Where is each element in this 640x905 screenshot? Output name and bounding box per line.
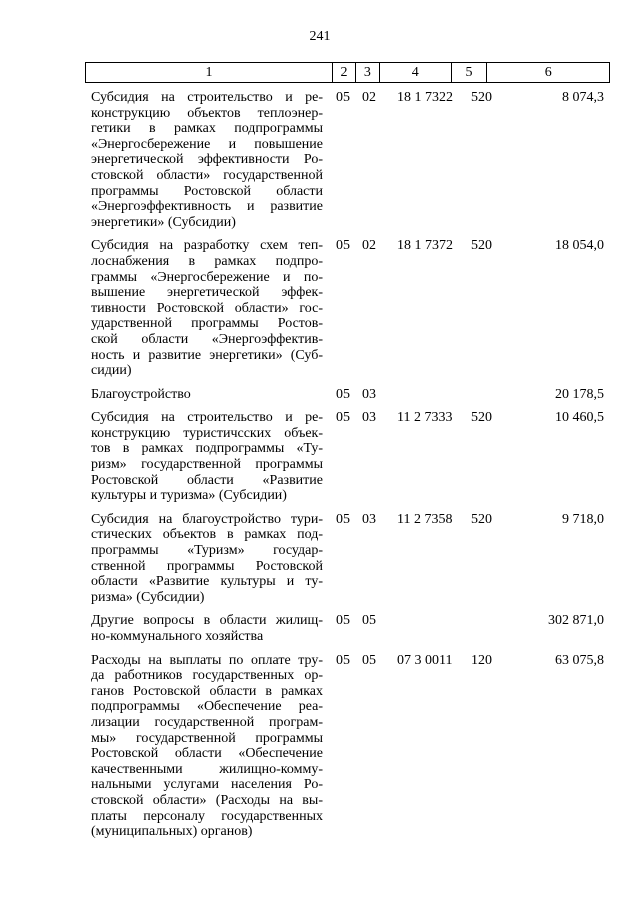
row-description <box>91 238 323 378</box>
description-line: Субсидия на строительство и ре- <box>91 90 323 105</box>
cell-col-3: 05 <box>362 613 376 629</box>
description-line: Ростовской области «Обеспечение <box>91 746 323 762</box>
description-line: конструкцию объектов теплоэнер- <box>91 105 323 121</box>
table-body <box>91 90 611 848</box>
description-line: ударственной программы Ростов- <box>91 316 323 332</box>
cell-col-6: 18 054,0 <box>555 238 604 254</box>
table-row <box>91 90 611 230</box>
cell-col-3: 05 <box>362 652 376 668</box>
description-line: (муниципальных) органов) <box>91 824 253 840</box>
description-line: лизации государственной програм- <box>91 714 323 730</box>
description-line: «Энергоэффективность и развитие <box>91 199 323 215</box>
row-description <box>91 410 323 504</box>
cell-col-6: 10 460,5 <box>555 410 604 426</box>
table-row <box>91 410 611 504</box>
cell-col-2: 05 <box>336 511 350 527</box>
description-line: граммы «Энергосбережение и по- <box>91 269 323 285</box>
description-line: ризм» государственной программы <box>91 457 323 473</box>
cell-col-2: 05 <box>336 238 350 254</box>
description-line: «Энергосбережение и повышение <box>91 136 323 152</box>
row-description <box>91 613 323 644</box>
cell-col-4: 18 1 7322 <box>397 90 453 105</box>
row-description <box>91 387 323 403</box>
header-col-5: 5 <box>452 63 488 82</box>
cell-col-2: 05 <box>336 613 350 629</box>
description-line: ганов Ростовской области в рамках <box>91 683 323 699</box>
description-line: Ростовской области «Развитие <box>91 472 323 488</box>
cell-col-2: 05 <box>336 410 350 426</box>
cell-col-5: 120 <box>471 652 492 668</box>
description-line: тов в рамках подпрограммы «Ту- <box>91 441 323 457</box>
cell-col-4: 07 3 0011 <box>397 652 453 668</box>
description-line: платы персоналу государственных <box>91 808 323 824</box>
table-row <box>91 387 611 403</box>
description-line: Расходы на выплаты по оплате тру- <box>91 652 323 668</box>
cell-col-5: 520 <box>471 238 492 254</box>
cell-col-5: 520 <box>471 90 492 105</box>
header-col-2: 2 <box>333 63 356 82</box>
cell-col-4: 11 2 7333 <box>397 410 453 426</box>
description-line: программы Ростовской области <box>91 183 323 199</box>
description-line: ризма» (Субсидии) <box>91 589 205 605</box>
description-line: Субсидия на благоустройство тури- <box>91 511 323 527</box>
cell-col-3: 02 <box>362 90 376 105</box>
cell-col-6: 9 718,0 <box>562 511 604 527</box>
row-description <box>91 90 323 230</box>
description-line: конструкцию туристичсских объек- <box>91 425 323 441</box>
description-line: культуры и туризма» (Субсидии) <box>91 488 287 504</box>
description-line: нальными услугами населения Ро- <box>91 777 323 793</box>
cell-col-3: 03 <box>362 386 376 402</box>
description-line: Субсидия на разработку схем теп- <box>91 238 323 254</box>
description-line: энергетики» (Субсидии) <box>91 214 236 230</box>
cell-col-4: 18 1 7372 <box>397 238 453 254</box>
description-line: ность и развитие энергетики» (Суб- <box>91 347 323 363</box>
row-description <box>91 512 323 606</box>
row-description <box>91 653 323 840</box>
description-line: качественными жилищно-комму- <box>91 761 323 777</box>
description-line: вышение энергетической эффек- <box>91 285 323 301</box>
description-line: гетики в рамках подпрограммы <box>91 121 323 137</box>
cell-col-6: 63 075,8 <box>555 652 604 668</box>
description-line: Благоустройство <box>91 386 191 402</box>
table-row <box>91 512 611 606</box>
description-line: Субсидия на строительство и ре- <box>91 410 323 426</box>
cell-col-6: 8 074,3 <box>562 90 604 105</box>
header-col-3: 3 <box>356 63 380 82</box>
description-line: энергетической эффективности Ро- <box>91 152 323 168</box>
description-line: лоснабжения в рамках подпро- <box>91 253 323 269</box>
header-col-4: 4 <box>380 63 452 82</box>
table-row <box>91 653 611 840</box>
table-row <box>91 238 611 378</box>
cell-col-3: 03 <box>362 410 376 426</box>
cell-col-2: 05 <box>336 90 350 105</box>
page-number: 241 <box>309 29 331 44</box>
cell-col-2: 05 <box>336 652 350 668</box>
cell-col-6: 20 178,5 <box>555 386 604 402</box>
description-line: стических объектов в рамках под- <box>91 527 323 543</box>
cell-col-3: 02 <box>362 238 376 254</box>
description-line: программы «Туризм» государ- <box>91 543 323 559</box>
description-line: ственной программы Ростовской <box>91 558 323 574</box>
description-line: сидии) <box>91 363 132 379</box>
description-line: подпрограммы «Обеспечение реа- <box>91 699 323 715</box>
description-line: стовской области» государственной <box>91 167 323 183</box>
description-line: области «Развитие культуры и ту- <box>91 574 323 590</box>
table-row <box>91 613 611 644</box>
cell-col-6: 302 871,0 <box>548 613 604 629</box>
cell-col-2: 05 <box>336 386 350 402</box>
description-line: да работников государственных ор- <box>91 668 323 684</box>
cell-col-5: 520 <box>471 410 492 426</box>
table-header <box>85 62 610 83</box>
cell-col-3: 03 <box>362 511 376 527</box>
description-line: стовской области» (Расходы на вы- <box>91 792 323 808</box>
description-line: но-коммунального хозяйства <box>91 629 264 644</box>
description-line: тивности Ростовской области» гос- <box>91 300 323 316</box>
cell-col-5: 520 <box>471 511 492 527</box>
cell-col-4: 11 2 7358 <box>397 511 453 527</box>
header-col-1: 1 <box>86 63 333 82</box>
description-line: ской области «Энергоэффектив- <box>91 331 323 347</box>
header-col-6: 6 <box>544 65 552 80</box>
description-line: Другие вопросы в области жилищ- <box>91 613 323 629</box>
description-line: мы» государственной программы <box>91 730 323 746</box>
